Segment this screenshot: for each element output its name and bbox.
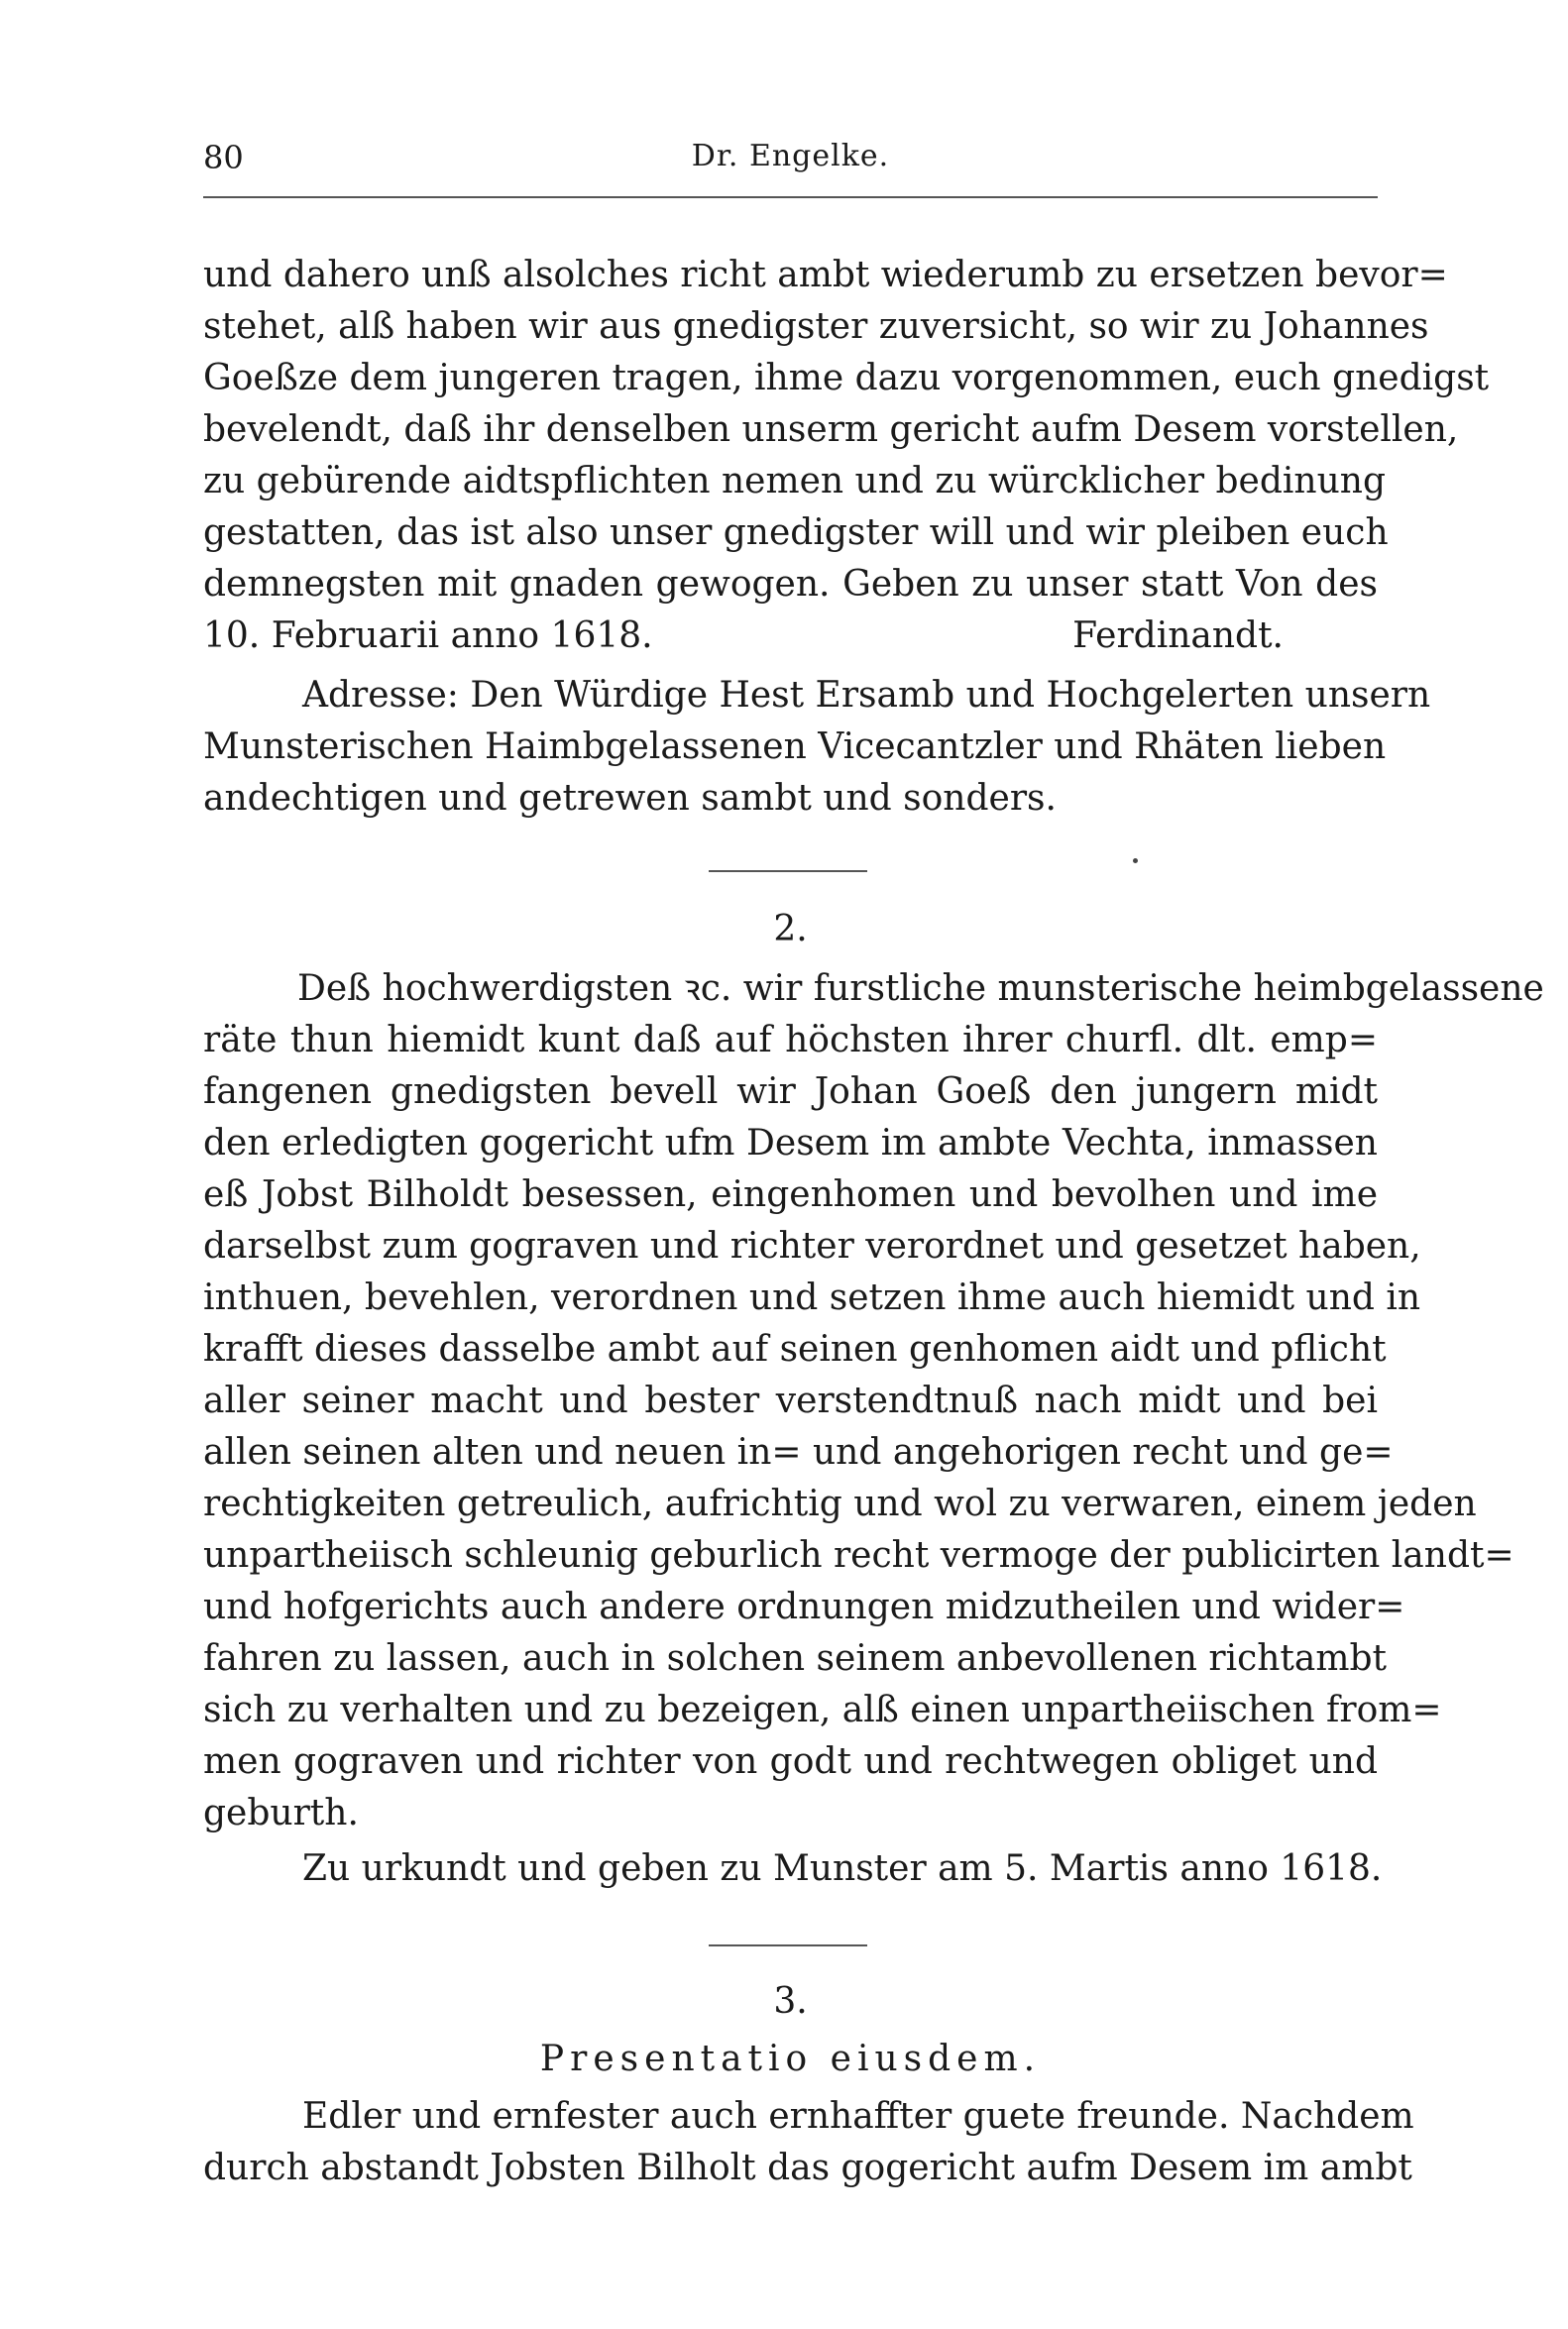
doc1-line: Goeßze dem jungeren tragen, ihme dazu vorgenommen, euch gnedigst bbox=[203, 358, 1490, 398]
doc3-title: Presentatio eiusdem. bbox=[539, 2039, 1042, 2079]
doc1-date: 10. Februarii anno 1618. bbox=[203, 615, 653, 656]
doc2-line: geburth. bbox=[203, 1793, 359, 1833]
doc2-line: aller seiner macht und bester verstendtnuß nach midt und bei bbox=[203, 1381, 1378, 1421]
doc2-line: und hofgerichts auch andere ordnungen midzutheilen und wider= bbox=[203, 1587, 1405, 1627]
doc1-line: demnegsten mit gnaden gewogen. Geben zu unser statt Von des bbox=[203, 564, 1378, 605]
doc1-line: stehet, alß haben wir aus gnedigster zuversicht, so wir zu Johannes bbox=[203, 306, 1429, 347]
section-separator bbox=[709, 1944, 867, 1946]
doc3-number: 3. bbox=[773, 1981, 808, 2022]
doc1-line: gestatten, das ist also unser gnedigster will und wir pleiben euch bbox=[203, 512, 1389, 553]
page-number: 80 bbox=[203, 139, 244, 176]
header-rule bbox=[203, 196, 1378, 198]
address-line: Adresse: Den Würdige Hest Ersamb und Hochgelerten unsern bbox=[302, 675, 1431, 716]
doc3-line: Edler und ernfester auch ernhaffter guete freunde. Nachdem bbox=[302, 2096, 1414, 2137]
doc2-line: darselbst zum gograven und richter verordnet und gesetzet haben, bbox=[203, 1226, 1421, 1267]
doc2-closing: Zu urkundt und geben zu Munster am 5. Martis anno 1618. bbox=[302, 1848, 1383, 1889]
doc1-line: bevelendt, daß ihr denselben unserm gericht aufm Desem vorstellen, bbox=[203, 409, 1459, 450]
doc2-line: Deß hochwerdigsten ꝛc. wir furstliche munsterische heimbgelassene bbox=[297, 968, 1544, 1009]
doc1-signature: Ferdinandt. bbox=[1072, 615, 1284, 656]
running-header bbox=[203, 139, 1378, 198]
doc2-line: den erledigten gogericht ufm Desem im ambte Vechta, inmassen bbox=[203, 1123, 1378, 1164]
ink-speck bbox=[1133, 858, 1138, 863]
address-line: andechtigen und getrewen sambt und sonders. bbox=[203, 778, 1057, 819]
doc2-line: unpartheiisch schleunig geburlich recht vermoge der publicirten landt= bbox=[203, 1535, 1514, 1576]
running-title: Dr. Engelke. bbox=[691, 139, 890, 173]
doc2-line: inthuen, bevehlen, verordnen und setzen ihme auch hiemidt und in bbox=[203, 1277, 1421, 1318]
doc2-line: krafft dieses dasselbe ambt auf seinen genhomen aidt und pflicht bbox=[203, 1329, 1387, 1370]
doc2-line: fahren zu lassen, auch in solchen seinem anbevollenen richtambt bbox=[203, 1638, 1388, 1679]
doc2-line: rechtigkeiten getreulich, aufrichtig und wol zu verwaren, einem jeden bbox=[203, 1484, 1477, 1524]
doc2-line: men gograven und richter von godt und rechtwegen obliget und bbox=[203, 1741, 1378, 1782]
address-line: Munsterischen Haimbgelassenen Vicecantzler und Rhäten lieben bbox=[203, 726, 1387, 767]
doc1-line: und dahero unß alsolches richt ambt wiederumb zu ersetzen bevor= bbox=[203, 255, 1448, 295]
doc3-line: durch abstandt Jobsten Bilholt das gogericht aufm Desem im ambt bbox=[203, 2148, 1412, 2188]
doc2-line: räte thun hiemidt kunt daß auf höchsten ihrer churfl. dlt. emp= bbox=[203, 1020, 1378, 1060]
section-separator bbox=[709, 870, 867, 872]
doc2-line: fangenen gnedigsten bevell wir Johan Goeß den jungern midt bbox=[203, 1071, 1378, 1112]
doc2-number: 2. bbox=[773, 909, 808, 949]
doc1-line: zu gebürende aidtspflichten nemen und zu würcklicher bedinung bbox=[203, 461, 1386, 501]
doc2-line: sich zu verhalten und zu bezeigen, alß einen unpartheiischen from= bbox=[203, 1690, 1442, 1730]
doc2-line: eß Jobst Bilholdt besessen, eingenhomen und bevolhen und ime bbox=[203, 1174, 1378, 1215]
doc2-line: allen seinen alten und neuen in= und angehorigen recht und ge= bbox=[203, 1432, 1394, 1473]
